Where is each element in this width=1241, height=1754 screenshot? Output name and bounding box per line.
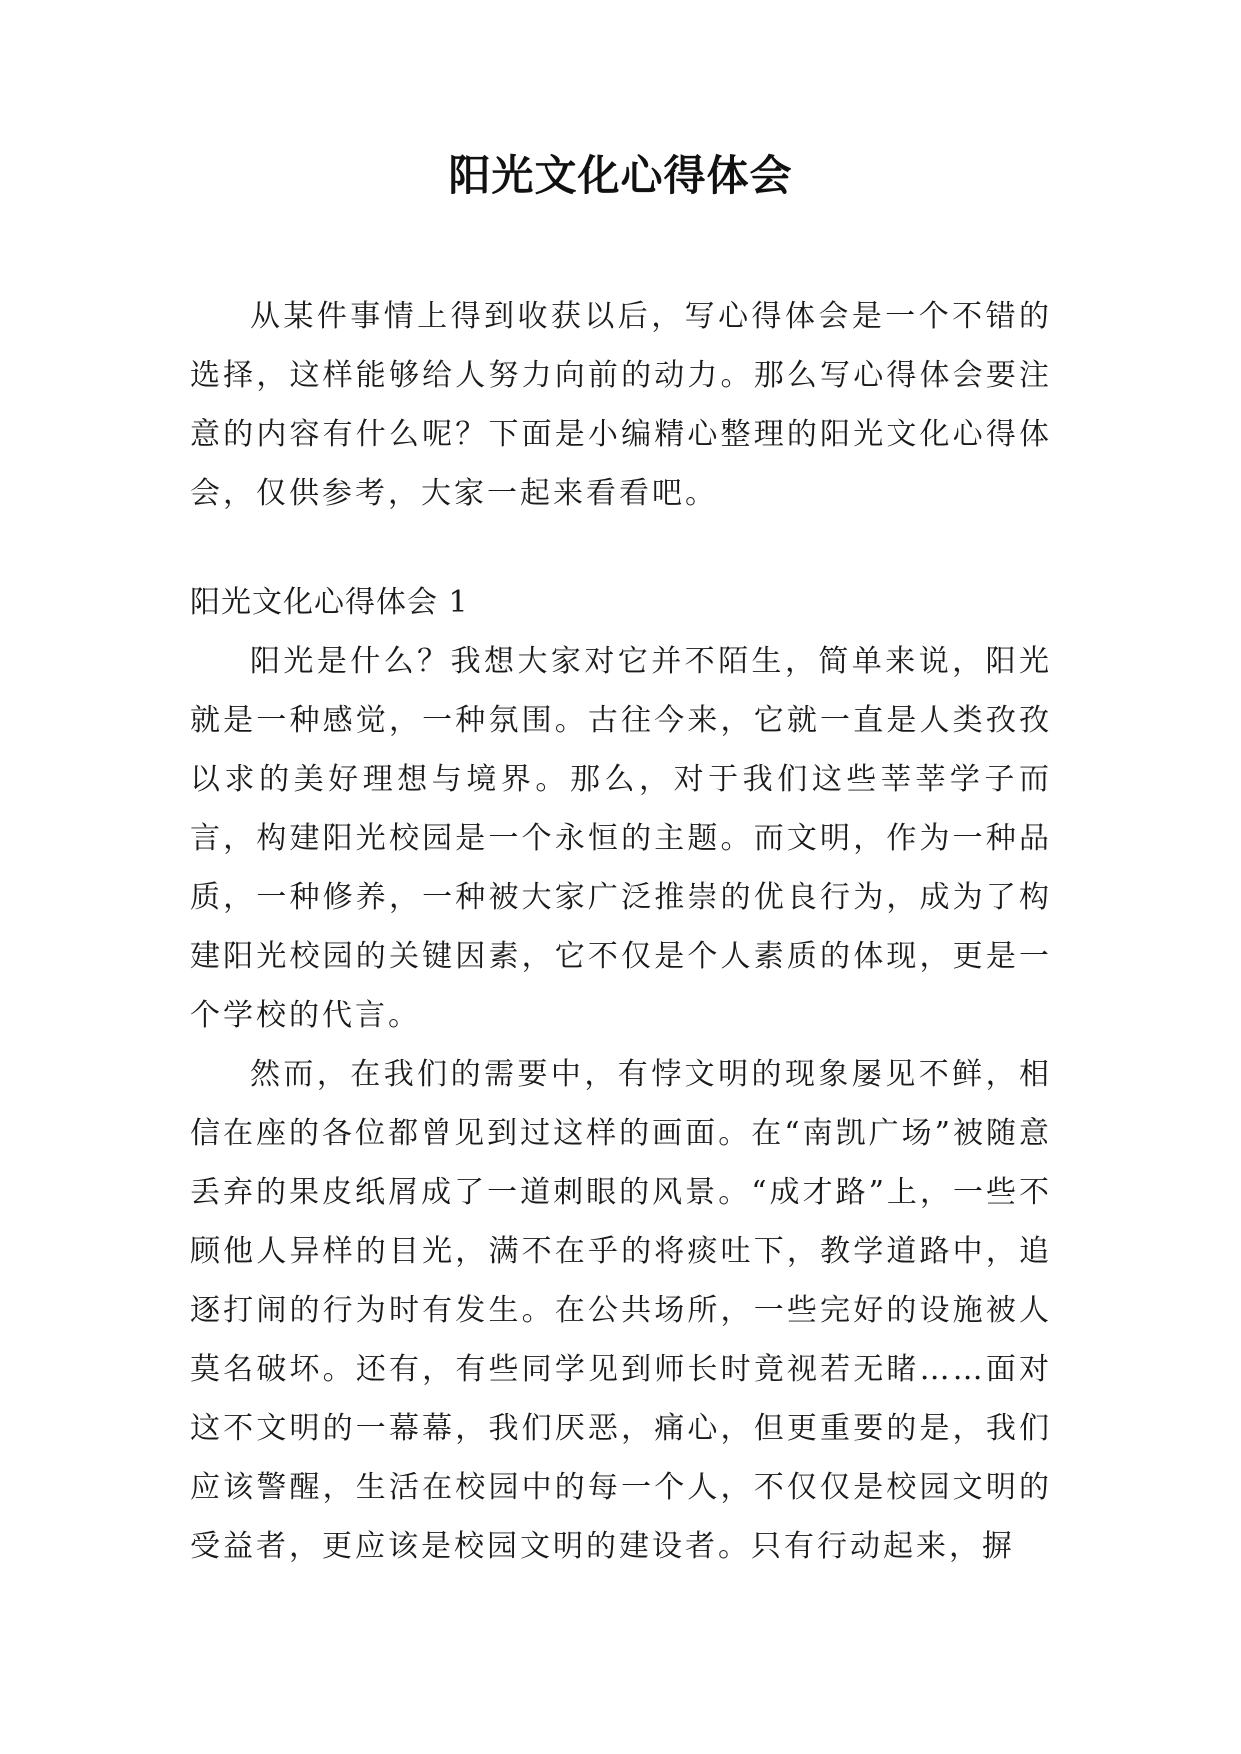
document-body: [190, 287, 1052, 1576]
document-title: 阳光文化心得体会: [448, 151, 793, 200]
intro-paragraph: 从某件事情上得到收获以后，写心得体会是一个不错的选择，这样能够给人努力向前的动力。那么写心得体会要注意的内容有什么呢？下面是小编精心整理的阳光文化心得体会，仅供参考，大家一起来看看吧。: [190, 299, 1052, 511]
section-heading: 阳光文化心得体会 1: [190, 585, 469, 620]
body-paragraph: 然而，在我们的需要中，有悖文明的现象屡见不鲜，相信在座的各位都曾见到过这样的画面。在“南凯广场”被随意丢弃的果皮纸屑成了一道刺眼的风景。“成才路”上，一些不顾他人异样的目光，满不在乎的将痰吐下，教学道路中，追逐打闹的行为时有发生。在公共场所，一些完好的设施被人莫名破坏。还有，有些同学见到师长时竟视若无睹……面对这不文明的一幕幕，我们厌恶，痛心，但更重要的是，我们应该警醒，生活在校园中的每一个人，不仅仅是校园文明的受益者，更应该是校园文明的建设者。只有行动起来，摒: [190, 1057, 1052, 1564]
body-paragraph: 阳光是什么？我想大家对它并不陌生，简单来说，阳光就是一种感觉，一种氛围。古往今来，它就一直是人类孜孜以求的美好理想与境界。那么，对于我们这些莘莘学子而言，构建阳光校园是一个永恒的主题。而文明，作为一种品质，一种修养，一种被大家广泛推崇的优良行为，成为了构建阳光校园的关键因素，它不仅是个人素质的体现，更是一个学校的代言。: [190, 644, 1052, 1033]
